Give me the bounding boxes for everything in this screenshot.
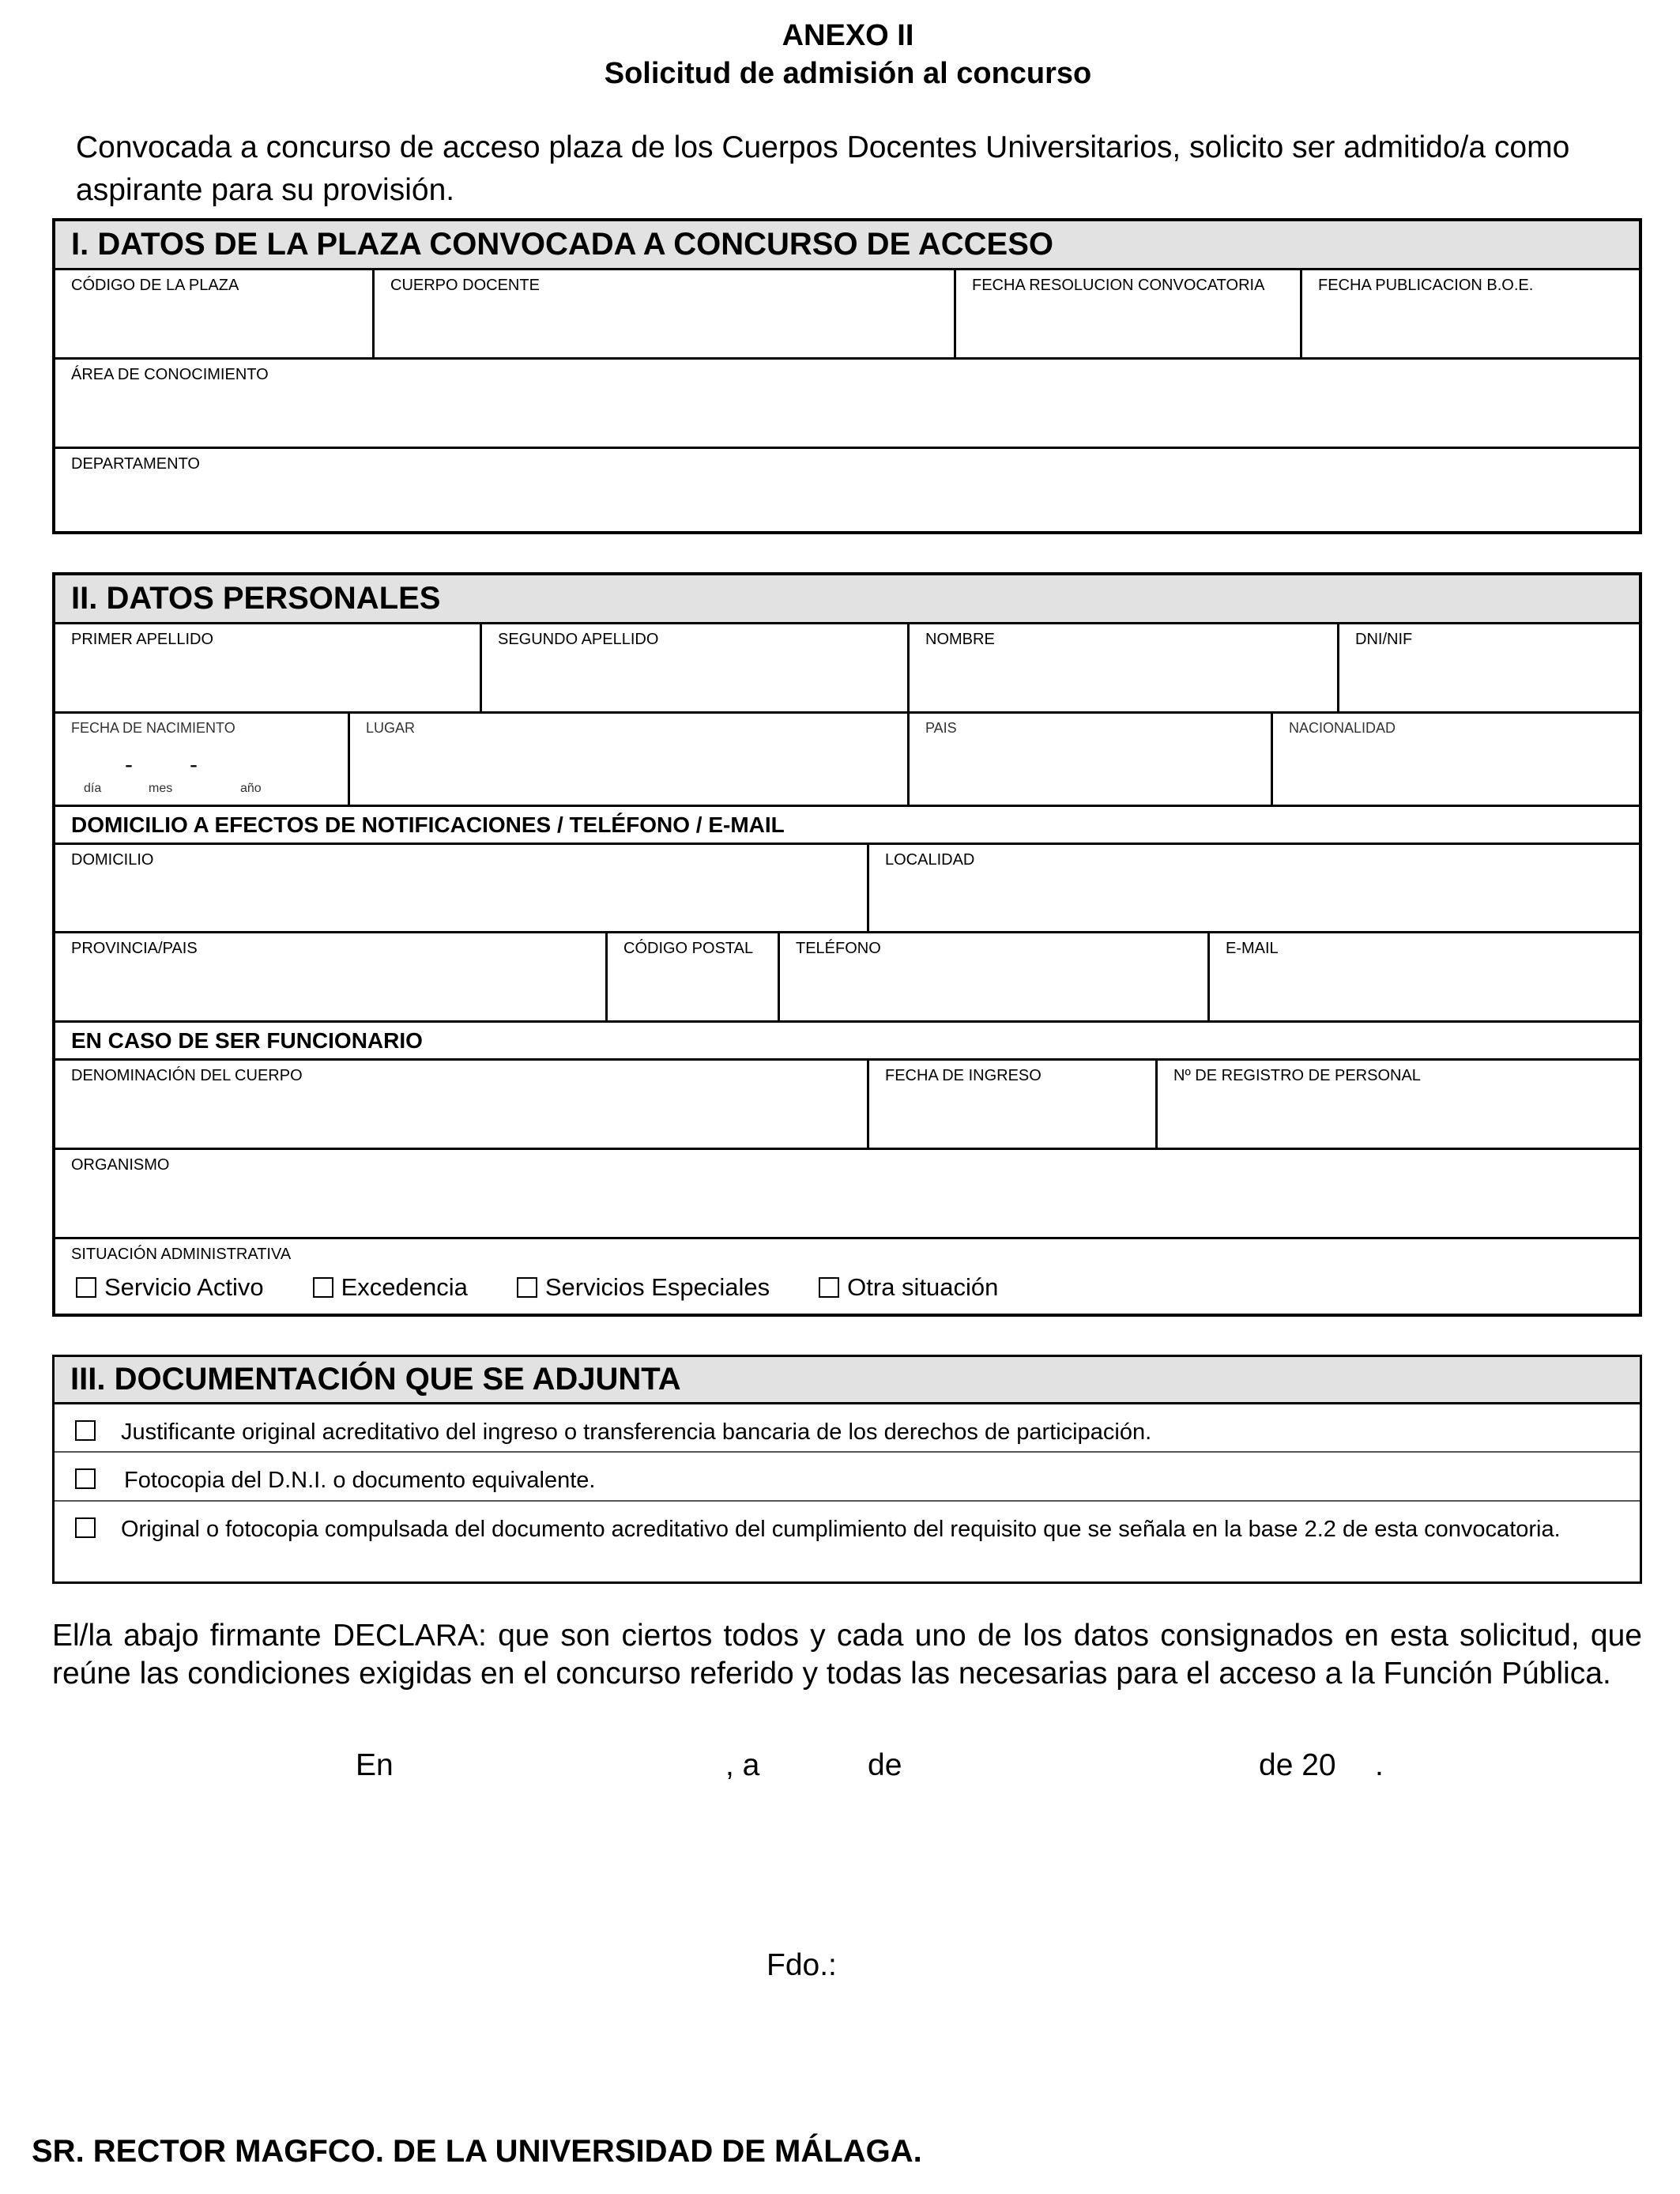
email-label: E-MAIL <box>1226 940 1279 957</box>
departamento-label: DEPARTAMENTO <box>71 455 200 473</box>
localidad-field[interactable] <box>869 845 1639 931</box>
organismo-label: ORGANISMO <box>71 1156 170 1174</box>
codigo-plaza-label: CÓDIGO DE LA PLAZA <box>71 277 239 294</box>
telefono-label: TELÉFONO <box>796 940 881 957</box>
lugar-label: LUGAR <box>366 720 416 736</box>
lugar-field[interactable] <box>350 714 910 805</box>
checkbox[interactable] <box>819 1277 839 1298</box>
pais-field[interactable] <box>910 714 1273 805</box>
dni-label: DNI/NIF <box>1355 631 1413 648</box>
codigo-postal-label: CÓDIGO POSTAL <box>623 940 754 957</box>
nacionalidad-label: NACIONALIDAD <box>1289 720 1396 736</box>
fecha-ingreso-label: FECHA DE INGRESO <box>885 1067 1042 1084</box>
dni-field[interactable] <box>1339 624 1639 711</box>
section-personal <box>52 572 1642 1317</box>
section-personal-heading: II. DATOS PERSONALES <box>55 575 1639 624</box>
checkbox[interactable] <box>76 1277 96 1298</box>
checkbox[interactable] <box>75 1517 96 1538</box>
nombre-label: NOMBRE <box>925 631 995 648</box>
email-field[interactable] <box>1210 933 1639 1020</box>
fecha-ingreso-field[interactable] <box>869 1061 1158 1148</box>
departamento-field[interactable] <box>55 449 1639 531</box>
segundo-apellido-field[interactable] <box>482 624 910 711</box>
area-field[interactable] <box>55 360 1639 447</box>
place-en: En <box>356 1748 394 1782</box>
organismo-field[interactable] <box>55 1150 1639 1237</box>
signature-label: Fdo.: <box>767 1948 837 1982</box>
fecha-resolucion-label: FECHA RESOLUCION CONVOCATORIA <box>972 277 1265 294</box>
fecha-nacimiento-label: FECHA DE NACIMIENTO <box>71 720 235 736</box>
domicilio-heading: DOMICILIO A EFECTOS DE NOTIFICACIONES / TELÉFONO / E-MAIL <box>55 807 1639 845</box>
codigo-plaza-field[interactable] <box>55 270 375 357</box>
cuerpo-docente-field[interactable] <box>375 270 956 357</box>
personal-row-6 <box>55 1150 1639 1239</box>
fecha-publicacion-label: FECHA PUBLICACION B.O.E. <box>1318 277 1534 294</box>
section-plaza <box>52 218 1642 534</box>
section-documentacion-heading: III. DOCUMENTACIÓN QUE SE ADJUNTA <box>55 1357 1640 1404</box>
plaza-row-3 <box>55 449 1639 531</box>
fecha-publicacion-field[interactable] <box>1302 270 1639 357</box>
primer-apellido-field[interactable] <box>55 624 482 711</box>
nombre-field[interactable] <box>910 624 1339 711</box>
document-subtitle: Solicitud de admisión al concurso <box>604 57 1092 90</box>
date-separator: - <box>190 752 198 778</box>
personal-row-3 <box>55 845 1639 933</box>
personal-row-4 <box>55 933 1639 1023</box>
option-excedencia[interactable]: Excedencia <box>313 1273 468 1302</box>
domicilio-label: DOMICILIO <box>71 851 154 869</box>
plaza-row-1 <box>55 270 1639 360</box>
funcionario-heading: EN CASO DE SER FUNCIONARIO <box>55 1023 1639 1061</box>
segundo-apellido-label: SEGUNDO APELLIDO <box>498 631 659 648</box>
place-de: de <box>868 1748 902 1782</box>
domicilio-field[interactable] <box>55 845 869 931</box>
doc-item[interactable]: Fotocopia del D.N.I. o documento equivalente. <box>55 1453 1640 1502</box>
place-de20: de 20 <box>1259 1748 1336 1782</box>
provincia-field[interactable] <box>55 933 608 1020</box>
plaza-row-2 <box>55 360 1639 449</box>
situacion-row <box>55 1239 1639 1315</box>
provincia-label: PROVINCIA/PAIS <box>71 940 198 957</box>
codigo-postal-field[interactable] <box>608 933 780 1020</box>
registro-label: Nº DE REGISTRO DE PERSONAL <box>1173 1067 1421 1084</box>
primer-apellido-label: PRIMER APELLIDO <box>71 631 214 648</box>
situacion-options <box>55 1273 1639 1302</box>
denominacion-label: DENOMINACIÓN DEL CUERPO <box>71 1067 303 1084</box>
doc-item[interactable]: Original o fotocopia compulsada del documento acreditativo del cumplimiento del requisito que se señala en la base 2.2 de esta convocatoria. <box>55 1502 1640 1552</box>
personal-row-5 <box>55 1061 1639 1150</box>
personal-row-2 <box>55 714 1639 807</box>
section-plaza-heading: I. DATOS DE LA PLAZA CONVOCADA A CONCURSO DE ACCESO <box>55 221 1639 270</box>
registro-field[interactable] <box>1158 1061 1639 1148</box>
checkbox[interactable] <box>75 1468 96 1489</box>
checkbox[interactable] <box>517 1277 537 1298</box>
option-otra-situacion[interactable]: Otra situación <box>819 1273 998 1302</box>
mes-label: mes <box>149 782 173 795</box>
addressee: SR. RECTOR MAGFCO. DE LA UNIVERSIDAD DE MÁLAGA. <box>32 2134 922 2169</box>
doc-item[interactable]: Justificante original acreditativo del ingreso o transferencia bancaria de los derechos de participación. <box>55 1404 1640 1453</box>
dia-label: día <box>84 782 102 795</box>
document-title: ANEXO II <box>782 19 914 52</box>
declaration-text: El/la abajo firmante DECLARA: que son ciertos todos y cada uno de los datos consignados en esta solicitud, que reúne las condiciones exigidas en el concurso referido y todas las necesarias para el acceso a la Función Pública. <box>52 1619 1642 1691</box>
denominacion-field[interactable] <box>55 1061 869 1148</box>
area-label: ÁREA DE CONOCIMIENTO <box>71 366 269 383</box>
telefono-field[interactable] <box>780 933 1210 1020</box>
section-documentacion <box>52 1355 1642 1584</box>
localidad-label: LOCALIDAD <box>885 851 975 869</box>
place-a: , a <box>725 1748 760 1782</box>
situacion-label: SITUACIÓN ADMINISTRATIVA <box>71 1246 292 1263</box>
anio-label: año <box>240 782 262 795</box>
checkbox[interactable] <box>313 1277 333 1298</box>
place-dot: . <box>1375 1748 1384 1782</box>
intro-text: Convocada a concurso de acceso plaza de los Cuerpos Docentes Universitarios, solicito ser admitido/a como aspirante para su provisión. <box>76 130 1570 207</box>
option-servicios-especiales[interactable]: Servicios Especiales <box>517 1273 770 1302</box>
nacionalidad-field[interactable] <box>1273 714 1639 805</box>
cuerpo-docente-label: CUERPO DOCENTE <box>390 277 540 294</box>
checkbox[interactable] <box>75 1420 96 1441</box>
option-servicio-activo[interactable]: Servicio Activo <box>76 1273 264 1302</box>
fecha-nacimiento-field[interactable] <box>55 714 350 805</box>
fecha-resolucion-field[interactable] <box>956 270 1302 357</box>
date-separator: - <box>125 752 133 778</box>
personal-row-1 <box>55 624 1639 714</box>
pais-label: PAIS <box>925 720 957 736</box>
